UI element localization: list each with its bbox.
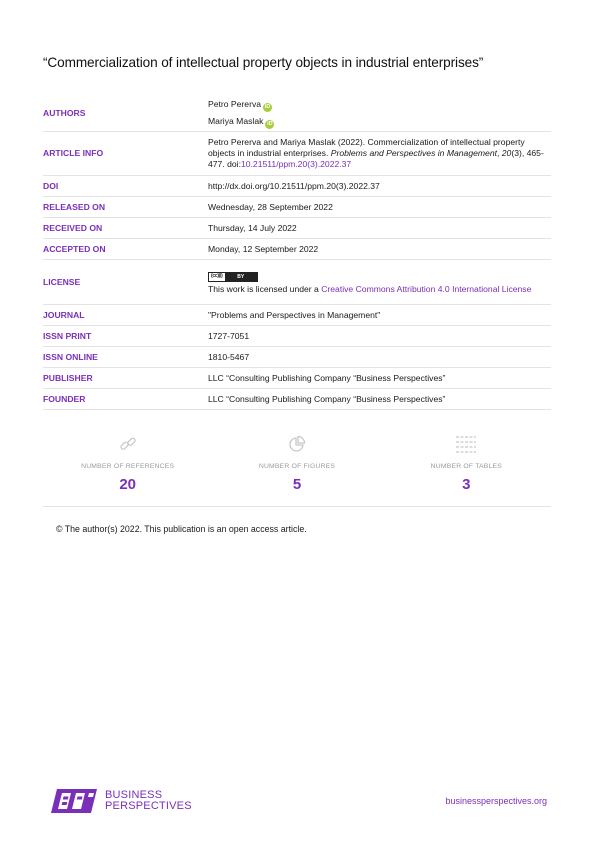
cc-badge-right: BY bbox=[225, 273, 257, 281]
link-icon bbox=[119, 435, 137, 453]
author-1[interactable] bbox=[208, 99, 551, 112]
released-date: Wednesday, 28 September 2022 bbox=[208, 201, 333, 212]
issn-online-row bbox=[43, 347, 551, 368]
article-metadata-table bbox=[43, 96, 551, 410]
citation-text bbox=[208, 132, 551, 175]
open-access-notice: © The author(s) 2022. This publication is an open access article. bbox=[56, 524, 307, 534]
issn-print-value: 1727-7051 bbox=[208, 330, 250, 341]
citation-post: (3), 465-477. doi: bbox=[208, 148, 544, 169]
stat-label: NUMBER OF REFERENCES bbox=[81, 463, 175, 470]
license-text bbox=[208, 284, 551, 295]
accepted-row bbox=[43, 239, 551, 260]
article-info-row bbox=[43, 132, 551, 176]
article-title: “Commercialization of intellectual property objects in industrial enterprises” bbox=[43, 55, 484, 70]
cc-by-license-icon[interactable] bbox=[208, 272, 258, 282]
received-date: Thursday, 14 July 2022 bbox=[208, 222, 297, 233]
doi-row bbox=[43, 176, 551, 197]
citation-pre: Petro Pererva and Mariya Maslak (2022). Commercialization of intellectual property objects in industrial enterprises. bbox=[208, 137, 525, 158]
license-link[interactable]: Creative Commons Attribution 4.0 International License bbox=[321, 283, 532, 294]
orcid-icon[interactable]: iD bbox=[264, 103, 271, 110]
founder-label: FOUNDER bbox=[43, 393, 86, 404]
journal-row bbox=[43, 305, 551, 326]
article-info-label: ARTICLE INFO bbox=[43, 148, 104, 158]
released-label: RELEASED ON bbox=[43, 201, 106, 212]
released-row bbox=[43, 197, 551, 218]
citation-doi-link[interactable]: 10.21511/ppm.20(3).2022.37 bbox=[240, 159, 352, 169]
publisher-logo[interactable] bbox=[49, 787, 192, 815]
license-row bbox=[43, 260, 551, 305]
brand-line-1: BUSINESS bbox=[105, 788, 163, 801]
business-perspectives-logo-icon bbox=[49, 787, 99, 815]
founder-name: LLC “Consulting Publishing Company “Business Perspectives” bbox=[208, 393, 446, 404]
author-name: Petro Pererva bbox=[208, 98, 262, 109]
issn-online-label: ISSN ONLINE bbox=[43, 351, 98, 362]
authors-label: AUTHORS bbox=[43, 108, 86, 118]
accepted-label: ACCEPTED ON bbox=[43, 243, 106, 254]
brand-line-2: PERSPECTIVES bbox=[105, 800, 192, 812]
journal-name: "Problems and Perspectives in Management" bbox=[208, 309, 381, 320]
cc-badge-left: (cc)(i) bbox=[211, 273, 223, 280]
table-icon bbox=[455, 435, 477, 453]
author-2[interactable] bbox=[208, 116, 551, 129]
publisher-website-link[interactable]: businessperspectives.org bbox=[445, 796, 547, 806]
citation-journal: Problems and Perspectives in Management bbox=[330, 148, 497, 158]
citation-volume: 20 bbox=[501, 148, 512, 158]
issn-print-label: ISSN PRINT bbox=[43, 330, 92, 341]
stat-value: 3 bbox=[462, 476, 471, 493]
author-name: Mariya Maslak bbox=[208, 115, 264, 126]
received-label: RECEIVED ON bbox=[43, 222, 103, 233]
publisher-name: LLC “Consulting Publishing Company “Business Perspectives” bbox=[208, 372, 446, 383]
stat-label: NUMBER OF FIGURES bbox=[258, 463, 336, 470]
article-stats bbox=[43, 429, 551, 507]
publisher-row bbox=[43, 368, 551, 389]
license-text-prefix: This work is licensed under a bbox=[208, 283, 322, 294]
founder-row bbox=[43, 389, 551, 410]
stat-value: 20 bbox=[119, 476, 136, 493]
doi-link[interactable]: http://dx.doi.org/10.21511/ppm.20(3).2022.37 bbox=[208, 180, 380, 191]
stat-references bbox=[43, 429, 212, 506]
journal-label: JOURNAL bbox=[43, 309, 85, 320]
stat-figures bbox=[212, 429, 381, 506]
license-label: LICENSE bbox=[43, 276, 81, 287]
pie-chart-icon bbox=[288, 435, 306, 453]
orcid-icon[interactable]: iD bbox=[267, 120, 273, 127]
publisher-label: PUBLISHER bbox=[43, 372, 93, 383]
authors-row bbox=[43, 96, 551, 132]
doi-label: DOI bbox=[43, 180, 59, 191]
accepted-date: Monday, 12 September 2022 bbox=[208, 243, 319, 254]
stat-tables bbox=[382, 429, 551, 506]
issn-online-value: 1810-5467 bbox=[208, 351, 250, 362]
received-row bbox=[43, 218, 551, 239]
issn-print-row bbox=[43, 326, 551, 347]
citation-sep: , bbox=[497, 148, 502, 158]
stat-value: 5 bbox=[292, 476, 302, 493]
stat-label: NUMBER OF TABLES bbox=[430, 463, 502, 470]
